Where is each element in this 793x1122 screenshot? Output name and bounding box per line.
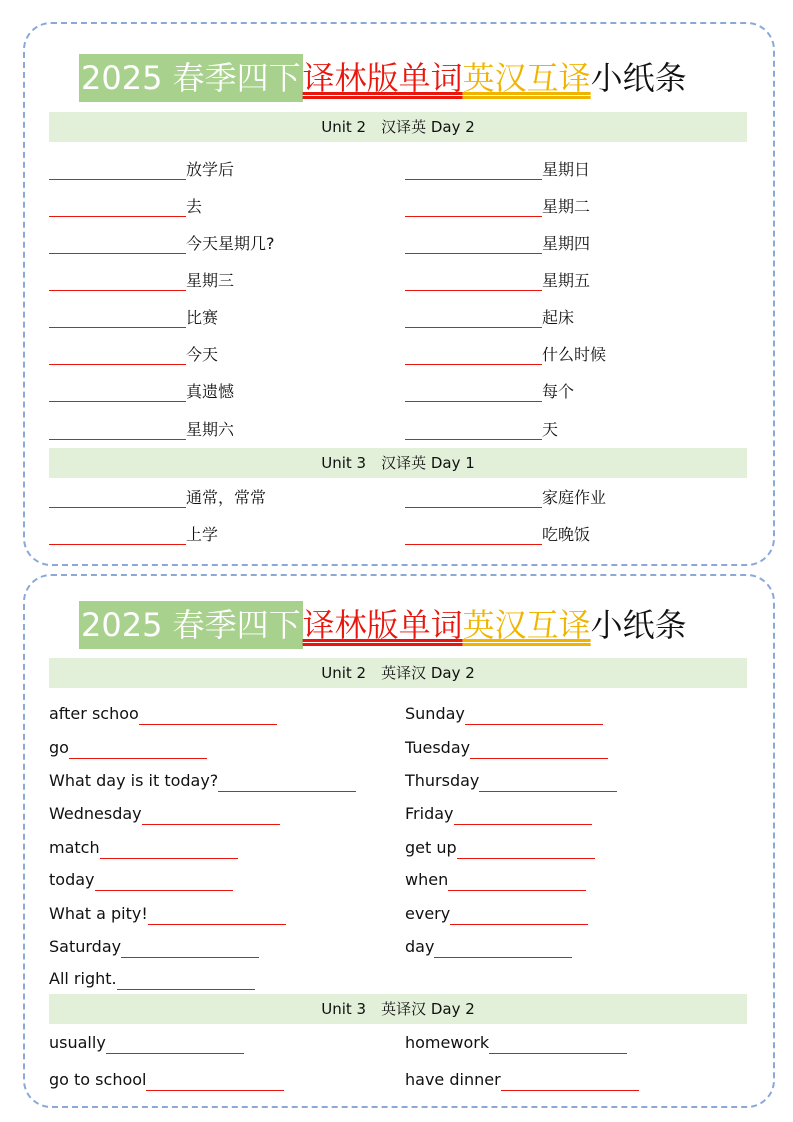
word-row	[49, 897, 747, 929]
answer-blank[interactable]	[49, 522, 186, 545]
word-item	[405, 731, 608, 763]
word-prompt: when	[405, 869, 449, 889]
word-item	[49, 897, 286, 929]
answer-blank[interactable]	[121, 935, 259, 958]
title-edition: 译林版单词	[302, 606, 463, 644]
section-header: Unit 3 英译汉 Day 2	[49, 994, 747, 1024]
word-prompt: every	[405, 903, 451, 923]
answer-blank[interactable]	[69, 736, 207, 759]
word-prompt: 星期五	[542, 270, 591, 290]
word-prompt: 吃晚饭	[542, 524, 591, 544]
word-item	[49, 764, 356, 796]
answer-blank[interactable]	[49, 417, 186, 440]
word-prompt: 天	[542, 419, 559, 439]
word-item	[405, 930, 572, 962]
word-item	[405, 517, 590, 549]
word-prompt: go to school	[49, 1069, 147, 1089]
word-item	[49, 374, 234, 406]
answer-blank[interactable]	[49, 342, 186, 365]
word-prompt: after schoo	[49, 703, 139, 723]
word-item	[405, 189, 590, 221]
word-item	[405, 1026, 627, 1058]
word-prompt: 家庭作业	[542, 487, 607, 507]
word-row	[49, 731, 747, 763]
word-row	[49, 1026, 747, 1058]
word-prompt: What a pity!	[49, 903, 148, 923]
word-prompt: 什么时候	[542, 344, 607, 364]
word-prompt: get up	[405, 837, 457, 857]
title-translation: 英汉互译	[462, 59, 591, 97]
answer-blank[interactable]	[405, 417, 542, 440]
answer-blank[interactable]	[405, 485, 542, 508]
answer-blank[interactable]	[49, 379, 186, 402]
word-item	[405, 764, 617, 796]
word-row	[49, 831, 747, 863]
word-prompt: usually	[49, 1032, 106, 1052]
word-prompt: have dinner	[405, 1069, 501, 1089]
word-item	[49, 517, 218, 549]
word-item	[49, 263, 234, 295]
word-prompt: 星期六	[186, 419, 235, 439]
word-item	[405, 374, 574, 406]
title-season: 2025 春季四下	[79, 601, 303, 649]
word-item	[405, 797, 592, 829]
word-item	[49, 300, 218, 332]
section-header: Unit 3 汉译英 Day 1	[49, 448, 747, 478]
answer-blank[interactable]	[117, 967, 255, 990]
word-item	[49, 412, 234, 444]
answer-blank[interactable]	[405, 231, 542, 254]
word-row	[49, 226, 747, 258]
word-prompt: 今天	[186, 344, 219, 364]
card-title	[79, 54, 687, 102]
word-row	[49, 374, 747, 406]
word-item	[49, 863, 233, 895]
word-row	[49, 962, 747, 994]
word-prompt: 去	[186, 196, 203, 216]
answer-blank[interactable]	[405, 522, 542, 545]
word-item	[405, 1063, 639, 1095]
word-prompt: 每个	[542, 381, 575, 401]
word-item	[49, 1026, 244, 1058]
word-row	[49, 480, 747, 512]
word-item	[405, 152, 590, 184]
worksheet-card-english-to-chinese	[23, 574, 775, 1108]
answer-blank[interactable]	[218, 769, 356, 792]
word-row	[49, 930, 747, 962]
word-item	[405, 337, 606, 369]
word-prompt: Sunday	[405, 703, 465, 723]
word-prompt: 上学	[186, 524, 219, 544]
answer-blank[interactable]	[465, 702, 603, 725]
title-translation: 英汉互译	[462, 606, 591, 644]
answer-blank[interactable]	[95, 868, 233, 891]
answer-blank[interactable]	[405, 157, 542, 180]
card-title	[79, 601, 687, 649]
word-prompt: homework	[405, 1032, 490, 1052]
answer-blank[interactable]	[405, 268, 542, 291]
worksheet-card-chinese-to-english	[23, 22, 775, 566]
word-item	[49, 1063, 284, 1095]
word-prompt: 比赛	[186, 307, 219, 327]
word-row	[49, 697, 747, 729]
answer-blank[interactable]	[148, 902, 286, 925]
word-item	[405, 263, 590, 295]
word-row	[49, 337, 747, 369]
answer-blank[interactable]	[457, 836, 595, 859]
answer-blank[interactable]	[106, 1031, 244, 1054]
title-season: 2025 春季四下	[79, 54, 303, 102]
word-prompt: Tuesday	[405, 737, 471, 757]
word-item	[405, 831, 595, 863]
word-item	[49, 797, 280, 829]
word-prompt: 真遗憾	[186, 381, 235, 401]
word-item	[49, 831, 238, 863]
answer-blank[interactable]	[479, 769, 617, 792]
word-row	[49, 189, 747, 221]
word-prompt: go	[49, 737, 69, 757]
answer-blank[interactable]	[100, 836, 238, 859]
word-prompt: 通常，常常	[186, 487, 267, 507]
word-item	[405, 300, 574, 332]
word-item	[405, 897, 588, 929]
word-prompt: day	[405, 936, 435, 956]
word-item	[49, 731, 207, 763]
answer-blank[interactable]	[501, 1068, 639, 1091]
answer-blank[interactable]	[405, 194, 542, 217]
word-prompt: today	[49, 869, 95, 889]
answer-blank[interactable]	[489, 1031, 627, 1054]
word-row	[49, 863, 747, 895]
word-item	[49, 189, 202, 221]
word-prompt: match	[49, 837, 100, 857]
word-item	[49, 930, 259, 962]
word-prompt: 起床	[542, 307, 575, 327]
answer-blank[interactable]	[49, 157, 186, 180]
section-header: Unit 2 汉译英 Day 2	[49, 112, 747, 142]
word-row	[49, 263, 747, 295]
word-row	[49, 764, 747, 796]
word-prompt: 星期二	[542, 196, 591, 216]
word-row	[49, 412, 747, 444]
word-item	[405, 863, 586, 895]
answer-blank[interactable]	[49, 485, 186, 508]
word-item	[49, 962, 255, 994]
word-item	[405, 480, 606, 512]
word-prompt: 今天星期几?	[186, 233, 275, 253]
word-prompt: All right.	[49, 968, 117, 988]
answer-blank[interactable]	[454, 802, 592, 825]
word-prompt: Wednesday	[49, 803, 142, 823]
answer-blank[interactable]	[49, 231, 186, 254]
title-slip: 小纸条	[590, 606, 687, 644]
answer-blank[interactable]	[405, 379, 542, 402]
word-item	[405, 412, 558, 444]
word-item	[49, 480, 266, 512]
word-row	[49, 517, 747, 549]
answer-blank[interactable]	[470, 736, 608, 759]
word-row	[49, 797, 747, 829]
answer-blank[interactable]	[49, 268, 186, 291]
answer-blank[interactable]	[142, 802, 280, 825]
section-header: Unit 2 英译汉 Day 2	[49, 658, 747, 688]
word-prompt: What day is it today?	[49, 770, 219, 790]
word-item	[49, 697, 277, 729]
answer-blank[interactable]	[448, 868, 586, 891]
title-edition: 译林版单词	[302, 59, 463, 97]
word-prompt: Thursday	[405, 770, 480, 790]
answer-blank[interactable]	[49, 194, 186, 217]
word-prompt: 星期四	[542, 233, 591, 253]
answer-blank[interactable]	[405, 342, 542, 365]
answer-blank[interactable]	[139, 702, 277, 725]
word-row	[49, 152, 747, 184]
answer-blank[interactable]	[450, 902, 588, 925]
word-prompt: Saturday	[49, 936, 122, 956]
word-item	[405, 697, 603, 729]
word-prompt: 星期日	[542, 159, 591, 179]
word-prompt: 星期三	[186, 270, 235, 290]
word-item	[49, 152, 234, 184]
word-prompt: Friday	[405, 803, 454, 823]
word-item	[405, 226, 590, 258]
answer-blank[interactable]	[405, 305, 542, 328]
answer-blank[interactable]	[434, 935, 572, 958]
word-item	[49, 226, 275, 258]
title-slip: 小纸条	[590, 59, 687, 97]
answer-blank[interactable]	[146, 1068, 284, 1091]
answer-blank[interactable]	[49, 305, 186, 328]
word-row	[49, 1063, 747, 1095]
word-item	[49, 337, 218, 369]
word-prompt: 放学后	[186, 159, 235, 179]
word-row	[49, 300, 747, 332]
